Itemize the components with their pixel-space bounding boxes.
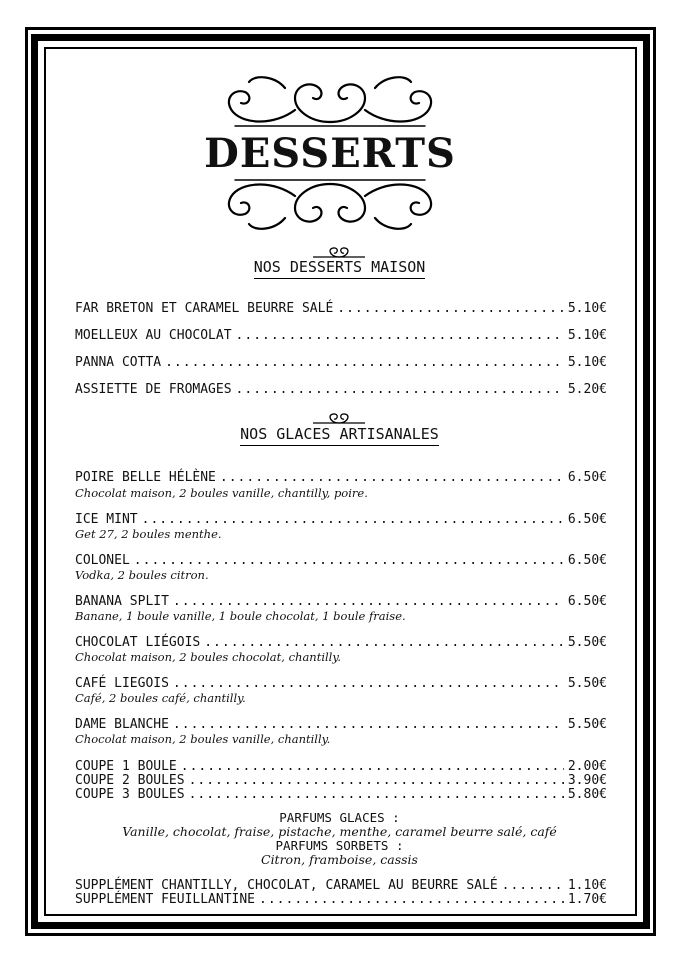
- menu-item: DAME BLANCHE ..... 5.50€: [75, 717, 607, 732]
- section-heading-maison: NOS DESSERTS MAISON: [0, 258, 679, 279]
- coupe-item: COUPE 1 BOULE ..... 2.00€: [75, 759, 607, 774]
- title-block: [200, 68, 460, 238]
- parfums-glaces-label: PARFUMS GLACES :: [279, 810, 400, 825]
- section-ornament-icon: [309, 245, 369, 259]
- section-ornament-icon: [309, 411, 369, 425]
- menu-item: CAFÉ LIEGOIS ..... 5.50€: [75, 676, 607, 691]
- top-flourish-icon: [215, 70, 445, 130]
- menu-item-description: Vodka, 2 boules citron.: [75, 568, 209, 582]
- coupe-item: COUPE 3 BOULES ..... 5.80€: [75, 787, 607, 802]
- coupe-item: COUPE 2 BOULES ..... 3.90€: [75, 773, 607, 788]
- menu-item-description: Get 27, 2 boules menthe.: [75, 527, 222, 541]
- menu-item-description: Café, 2 boules café, chantilly.: [75, 691, 246, 705]
- section-heading-glaces: NOS GLACES ARTISANALES: [0, 425, 679, 446]
- bottom-flourish-icon: [215, 176, 445, 236]
- menu-item: MOELLEUX AU CHOCOLAT ..... 5.10€: [75, 328, 607, 343]
- menu-item: PANNA COTTA ..... 5.10€: [75, 355, 607, 370]
- supplement-item: SUPPLÉMENT FEUILLANTINE ..... 1.70€: [75, 892, 607, 907]
- menu-item: ASSIETTE DE FROMAGES ..... 5.20€: [75, 382, 607, 397]
- menu-item: COLONEL ..... 6.50€: [75, 553, 607, 568]
- menu-item: POIRE BELLE HÉLÈNE ..... 6.50€: [75, 470, 607, 485]
- menu-item: FAR BRETON ET CARAMEL BEURRE SALÉ ..... 5.10€: [75, 301, 607, 316]
- menu-item: ICE MINT ..... 6.50€: [75, 512, 607, 527]
- menu-item: BANANA SPLIT ..... 6.50€: [75, 594, 607, 609]
- menu-item-description: Chocolat maison, 2 boules vanille, chantilly, poire.: [75, 486, 368, 500]
- parfums-sorbets-label: PARFUMS SORBETS :: [275, 838, 404, 853]
- menu-item-description: Chocolat maison, 2 boules chocolat, chantilly.: [75, 650, 341, 664]
- supplement-item: SUPPLÉMENT CHANTILLY, CHOCOLAT, CARAMEL AU BEURRE SALÉ ..... 1.10€: [75, 878, 607, 893]
- menu-item-description: Banane, 1 boule vanille, 1 boule chocolat, 1 boule fraise.: [75, 609, 406, 623]
- menu-item: CHOCOLAT LIÉGOIS ..... 5.50€: [75, 635, 607, 650]
- menu-item-description: Chocolat maison, 2 boules vanille, chantilly.: [75, 732, 331, 746]
- parfums-glaces-list: Vanille, chocolat, fraise, pistache, menthe, caramel beurre salé, café: [122, 824, 557, 839]
- parfums-sorbets-list: Citron, framboise, cassis: [261, 852, 418, 867]
- page-title: DESSERTS: [204, 130, 456, 177]
